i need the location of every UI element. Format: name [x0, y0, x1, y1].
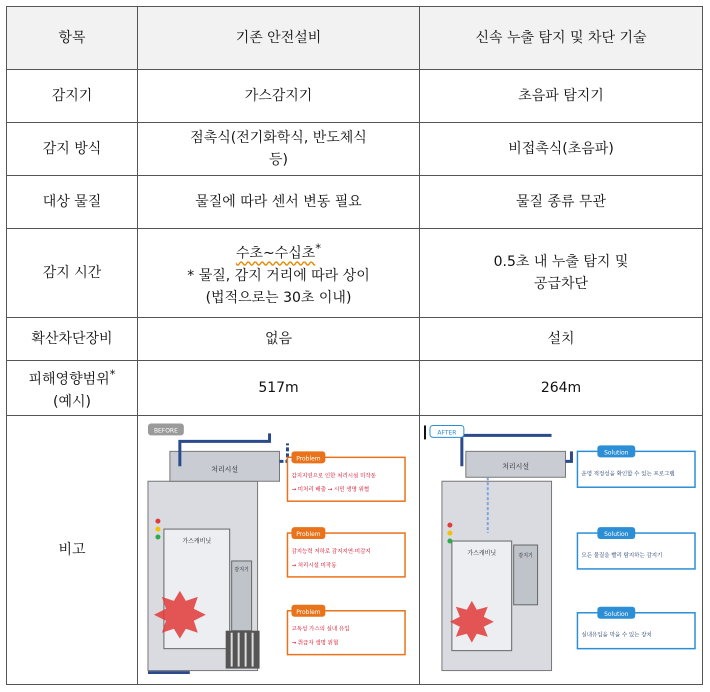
row-label: 감지 방식	[7, 123, 138, 176]
table-row	[7, 229, 703, 318]
header-item: 항목	[7, 7, 138, 70]
svg-text:→ 미처리 배출 → 시민 생명 위협: → 미처리 배출 → 시민 생명 위협	[291, 487, 370, 494]
table-row	[7, 318, 703, 361]
cell-new: 설치	[420, 318, 703, 361]
svg-text:→ 처리시설 미작동: → 처리시설 미작동	[291, 562, 337, 569]
svg-text:고독성 가스의 실내 유입: 고독성 가스의 실내 유입	[291, 626, 350, 633]
status-light-icon	[155, 519, 160, 524]
svg-text:실내유입을 막을 수 있는 장치: 실내유입을 막을 수 있는 장치	[581, 632, 652, 639]
cell-old: 물질에 따라 센서 변동 필요	[138, 176, 420, 229]
row-label: 대상 물질	[7, 176, 138, 229]
svg-text:Problem: Problem	[296, 608, 321, 616]
header-row	[7, 7, 703, 70]
problem-box	[287, 605, 405, 655]
svg-text:Solution: Solution	[604, 449, 629, 457]
table-row	[7, 416, 703, 685]
cell-line	[144, 237, 413, 265]
row-label: 확산차단장비	[7, 318, 138, 361]
cabinet-label: 가스캐비닛	[182, 538, 212, 546]
solution-box	[577, 607, 695, 649]
solution-box	[577, 445, 695, 487]
svg-text:Problem: Problem	[296, 455, 321, 463]
row-label: 감지 시간	[7, 229, 138, 318]
svg-text:Problem: Problem	[296, 531, 321, 539]
cell-line: 공급차단	[533, 276, 589, 292]
cell-old	[138, 123, 420, 176]
cell-new: 비접촉식(초음파)	[420, 123, 703, 176]
cell-line: 피해영향범위*	[28, 367, 116, 388]
cell-new	[420, 229, 703, 318]
row-label: 비고	[7, 416, 138, 685]
table-row	[7, 176, 703, 229]
table-row	[7, 361, 703, 416]
cell-old: 517m	[138, 361, 420, 416]
after-illustration	[422, 421, 700, 679]
cell-line: 점촉식(전기화학식, 반도체식	[190, 130, 367, 146]
cell-line: 등)	[269, 152, 288, 168]
after-tag-label: AFTER	[437, 429, 457, 437]
problem-box	[287, 451, 405, 501]
row-label: 감지기	[7, 70, 138, 123]
problem-box	[287, 527, 405, 577]
comparison-table	[6, 6, 703, 685]
cell-line: * 물질, 감지 거리에 따라 상이	[187, 267, 370, 284]
after-illustration-cell	[420, 416, 703, 685]
cell-old: 없음	[138, 318, 420, 361]
svg-text:감지능력 저하로 감지지연·미감지: 감지능력 저하로 감지지연·미감지	[291, 548, 371, 555]
footnote-mark: *	[315, 241, 322, 256]
svg-text:Solution: Solution	[604, 531, 629, 539]
cell-new: 초음파 탐지기	[420, 70, 703, 123]
row-label	[7, 361, 138, 416]
facility-label: 처리시설	[211, 465, 239, 474]
table-row	[7, 70, 703, 123]
cell-old	[138, 229, 420, 318]
before-illustration-cell	[138, 416, 420, 685]
before-illustration	[140, 421, 417, 679]
footnote-mark: *	[109, 367, 116, 382]
detector-label: 감지기	[518, 552, 533, 559]
cell-line: 0.5초 내 누출 탐지 및	[493, 254, 629, 270]
cell-new: 264m	[420, 361, 703, 416]
detector-label: 감지기	[234, 566, 249, 573]
header-new-tech: 신속 누출 탐지 및 차단 기술	[420, 7, 703, 70]
leak-burst-icon	[450, 601, 494, 643]
before-tag-label: BEFORE	[153, 427, 178, 435]
cell-new: 물질 종류 무관	[420, 176, 703, 229]
svg-text:→ 취급자 생명 위협: → 취급자 생명 위협	[291, 640, 339, 647]
svg-text:Solution: Solution	[604, 610, 629, 618]
cursor-mark	[424, 425, 426, 439]
cabinet-label: 가스캐비닛	[467, 549, 497, 557]
header-existing: 기존 안전설비	[138, 7, 420, 70]
svg-text:모든 물질을 빨리 탐지하는 감지기: 모든 물질을 빨리 탐지하는 감지기	[581, 552, 663, 559]
table-row	[7, 123, 703, 176]
svg-text:감지지연으로 인한 처리시설 미작동: 감지지연으로 인한 처리시설 미작동	[291, 473, 376, 480]
solution-box	[577, 527, 695, 569]
time-range: 수초~수십초	[235, 245, 316, 262]
svg-text:운영 적정성을 확인할 수 있는 프로그램: 운영 적정성을 확인할 수 있는 프로그램	[581, 471, 675, 478]
cell-old: 가스감지기	[138, 70, 420, 123]
cell-line: (법적으로는 30초 이내)	[205, 289, 352, 306]
facility-label: 처리시설	[502, 462, 530, 471]
status-light-icon	[447, 523, 452, 528]
cell-line: (예시)	[53, 393, 91, 410]
